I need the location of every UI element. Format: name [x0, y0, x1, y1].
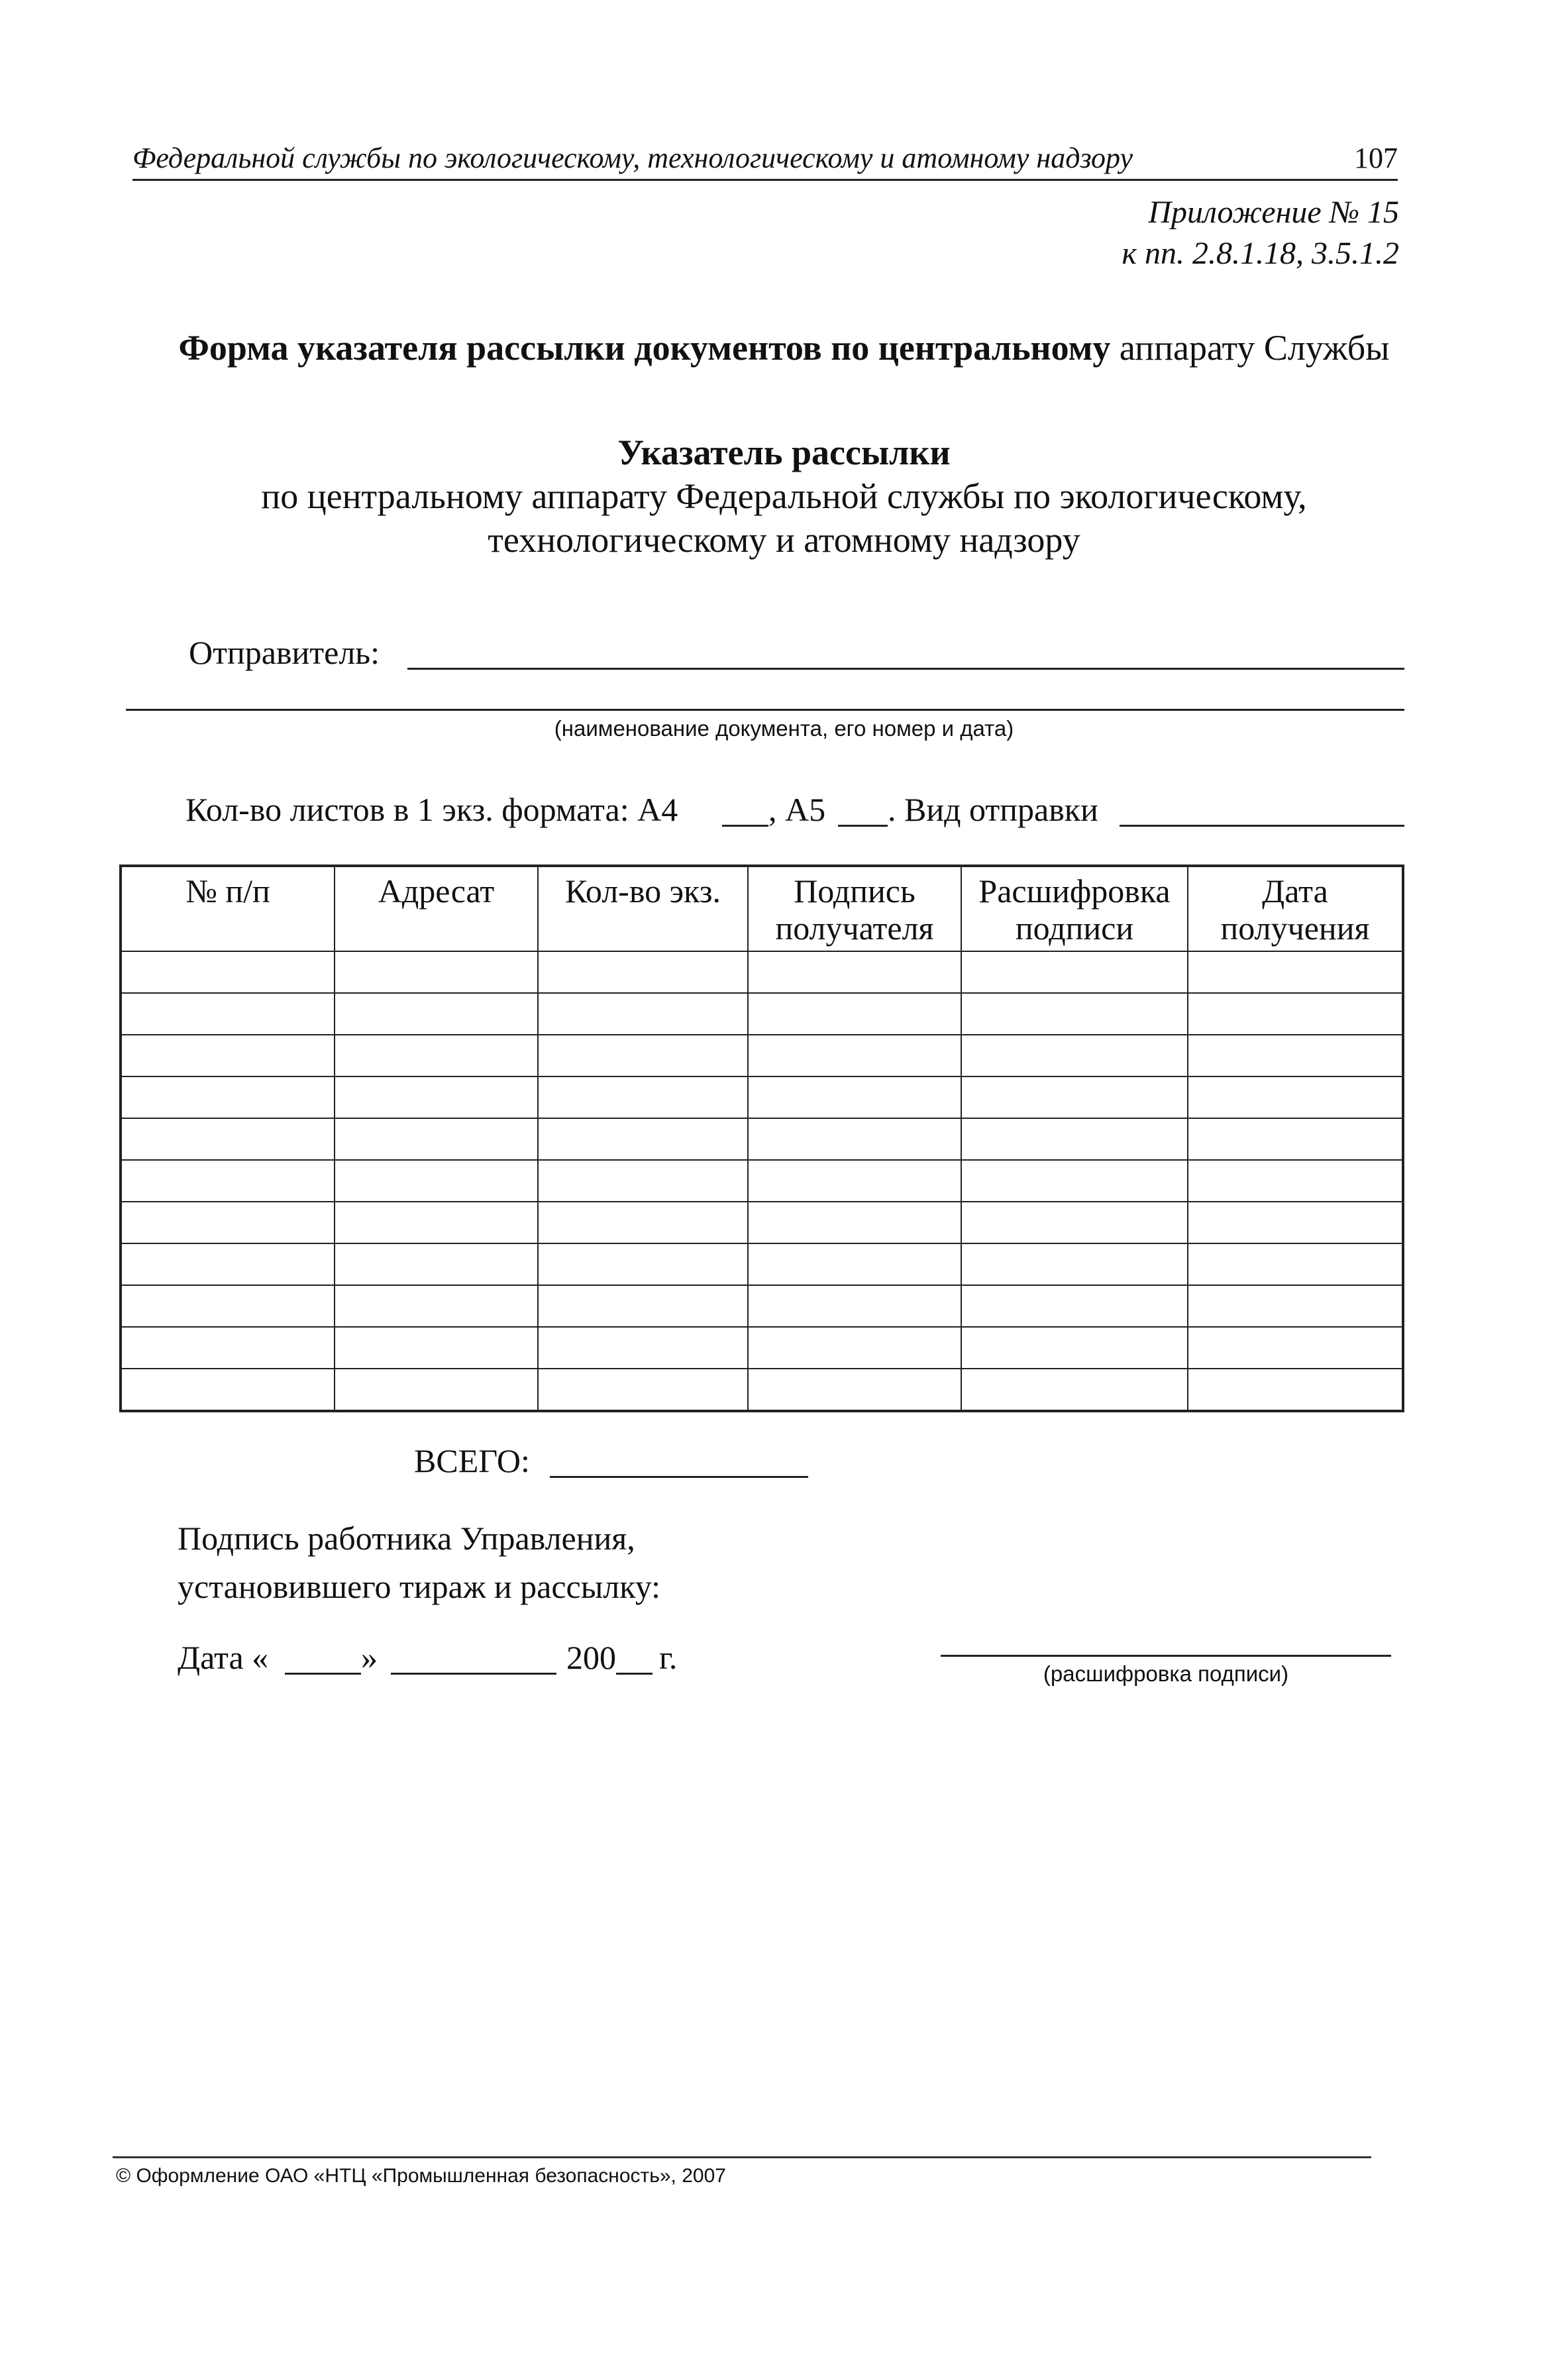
- column-header-recipient-signature: Подпись получателя: [748, 866, 961, 951]
- table-cell[interactable]: [335, 1160, 538, 1202]
- date-month-field[interactable]: [391, 1673, 556, 1675]
- table-row: [121, 951, 1403, 993]
- table-cell[interactable]: [538, 1076, 748, 1118]
- table-row: [121, 1285, 1403, 1327]
- document-heading-line2: по центральному аппарату Федеральной службы по экологическому,: [261, 476, 1307, 516]
- table-cell[interactable]: [121, 1285, 335, 1327]
- table-cell[interactable]: [748, 1243, 961, 1285]
- table-cell[interactable]: [961, 1285, 1188, 1327]
- table-cell[interactable]: [121, 951, 335, 993]
- table-cell[interactable]: [538, 1202, 748, 1243]
- footer-copyright: © Оформление ОАО «НТЦ «Промышленная безопасность», 2007: [116, 2165, 726, 2187]
- year-suffix-field[interactable]: [616, 1673, 653, 1675]
- table-cell[interactable]: [1188, 1369, 1403, 1411]
- table-row: [121, 1327, 1403, 1369]
- table-cell[interactable]: [961, 1369, 1188, 1411]
- table-cell[interactable]: [1188, 951, 1403, 993]
- table-cell[interactable]: [538, 993, 748, 1035]
- table-cell[interactable]: [748, 1035, 961, 1076]
- sender-field[interactable]: [407, 668, 1404, 670]
- table-cell[interactable]: [961, 1160, 1188, 1202]
- table-cell[interactable]: [1188, 1035, 1403, 1076]
- table-cell[interactable]: [748, 1118, 961, 1160]
- table-row: [121, 1202, 1403, 1243]
- running-header: [132, 132, 1398, 181]
- year-prefix: 200: [566, 1639, 616, 1676]
- table-cell[interactable]: [121, 1202, 335, 1243]
- table-cell[interactable]: [538, 1243, 748, 1285]
- document-heading: [0, 431, 1568, 562]
- send-type-field[interactable]: [1120, 825, 1404, 827]
- table-cell[interactable]: [335, 1327, 538, 1369]
- signature-line2: установившего тираж и рассылку:: [178, 1568, 661, 1605]
- table-cell[interactable]: [748, 993, 961, 1035]
- sheets-a4-label: Кол-во листов в 1 экз. формата: А4: [185, 791, 678, 828]
- table-cell[interactable]: [748, 1369, 961, 1411]
- sender-field-continuation[interactable]: [126, 709, 1404, 711]
- table-cell[interactable]: [121, 1369, 335, 1411]
- appendix-reference: [1122, 192, 1399, 274]
- sender-label: Отправитель:: [189, 634, 380, 671]
- table-row: [121, 1035, 1403, 1076]
- document-heading-title: Указатель рассылки: [617, 433, 951, 472]
- table-cell[interactable]: [335, 1035, 538, 1076]
- table-header-row: [121, 866, 1403, 951]
- send-type-label: . Вид отправки: [888, 791, 1098, 828]
- table-cell[interactable]: [1188, 993, 1403, 1035]
- table-cell[interactable]: [1188, 1202, 1403, 1243]
- table-cell[interactable]: [961, 1327, 1188, 1369]
- table-row: [121, 1243, 1403, 1285]
- table-cell[interactable]: [121, 1160, 335, 1202]
- total-field[interactable]: [550, 1476, 808, 1478]
- table-cell[interactable]: [748, 1202, 961, 1243]
- footer-divider: [113, 2156, 1371, 2158]
- signature-decoding-field[interactable]: [941, 1655, 1391, 1657]
- table-cell[interactable]: [538, 951, 748, 993]
- table-cell[interactable]: [1188, 1076, 1403, 1118]
- table-cell[interactable]: [121, 1076, 335, 1118]
- page-number: 107: [1354, 142, 1398, 174]
- table-row: [121, 993, 1403, 1035]
- table-cell[interactable]: [961, 1118, 1188, 1160]
- table-cell[interactable]: [961, 951, 1188, 993]
- table-row: [121, 1160, 1403, 1202]
- date-label: Дата «: [178, 1639, 269, 1676]
- table-cell[interactable]: [335, 1369, 538, 1411]
- column-header-signature-decoding: Расшифровка подписи: [961, 866, 1188, 951]
- table-cell[interactable]: [335, 1118, 538, 1160]
- table-cell[interactable]: [538, 1160, 748, 1202]
- form-title-bold: Форма указателя рассылки документов по центральному: [178, 328, 1111, 368]
- document-heading-line3: технологическому и атомному надзору: [488, 520, 1080, 560]
- table-cell[interactable]: [1188, 1118, 1403, 1160]
- sender-caption: (наименование документа, его номер и дата): [554, 716, 1014, 741]
- table-cell[interactable]: [748, 1327, 961, 1369]
- sheets-a5-label: , А5: [768, 791, 826, 828]
- table-cell[interactable]: [748, 1160, 961, 1202]
- table-cell[interactable]: [335, 993, 538, 1035]
- table-cell[interactable]: [748, 1285, 961, 1327]
- table-cell[interactable]: [961, 1202, 1188, 1243]
- table-row: [121, 1369, 1403, 1411]
- table-cell[interactable]: [335, 1243, 538, 1285]
- table-cell[interactable]: [335, 1202, 538, 1243]
- table-cell[interactable]: [961, 1076, 1188, 1118]
- running-header-text: Федеральной службы по экологическому, технологическому и атомному надзору: [132, 142, 1133, 174]
- table-cell[interactable]: [335, 951, 538, 993]
- table-cell[interactable]: [538, 1285, 748, 1327]
- table-cell[interactable]: [538, 1035, 748, 1076]
- date-close-quote: »: [361, 1639, 378, 1676]
- table-cell[interactable]: [748, 1076, 961, 1118]
- table-cell[interactable]: [121, 1118, 335, 1160]
- appendix-clauses: к пп. 2.8.1.18, 3.5.1.2: [1122, 236, 1399, 271]
- table-cell[interactable]: [538, 1118, 748, 1160]
- column-header-receipt-date: Дата получения: [1188, 866, 1403, 951]
- distribution-table: [119, 864, 1404, 1412]
- table-cell[interactable]: [335, 1285, 538, 1327]
- column-header-number: № п/п: [121, 866, 335, 951]
- table-cell[interactable]: [538, 1369, 748, 1411]
- year-label: г.: [659, 1639, 678, 1676]
- table-cell[interactable]: [121, 1035, 335, 1076]
- table-cell[interactable]: [538, 1327, 748, 1369]
- column-header-addressee: Адресат: [335, 866, 538, 951]
- table-cell[interactable]: [121, 1243, 335, 1285]
- signature-decoding-caption: (расшифровка подписи): [1043, 1661, 1289, 1686]
- table-cell[interactable]: [961, 1243, 1188, 1285]
- table-row: [121, 1076, 1403, 1118]
- sheets-a4-field[interactable]: [722, 825, 768, 827]
- appendix-number: Приложение № 15: [1148, 195, 1399, 230]
- total-label: ВСЕГО:: [414, 1442, 530, 1479]
- table-cell[interactable]: [1188, 1327, 1403, 1369]
- table-cell[interactable]: [1188, 1160, 1403, 1202]
- table-body: [121, 951, 1403, 1411]
- table-cell[interactable]: [961, 1035, 1188, 1076]
- column-header-copies: Кол-во экз.: [538, 866, 748, 951]
- date-day-field[interactable]: [285, 1673, 361, 1675]
- table-cell[interactable]: [121, 993, 335, 1035]
- table-cell[interactable]: [748, 951, 961, 993]
- table-cell[interactable]: [1188, 1285, 1403, 1327]
- table-cell[interactable]: [335, 1076, 538, 1118]
- sheets-a5-field[interactable]: [838, 825, 888, 827]
- form-title-normal: аппарату Службы: [1119, 328, 1390, 368]
- table-cell[interactable]: [961, 993, 1188, 1035]
- table-cell[interactable]: [121, 1327, 335, 1369]
- form-title: [0, 325, 1568, 371]
- signature-line1: Подпись работника Управления,: [178, 1520, 635, 1557]
- table-row: [121, 1118, 1403, 1160]
- table-cell[interactable]: [1188, 1243, 1403, 1285]
